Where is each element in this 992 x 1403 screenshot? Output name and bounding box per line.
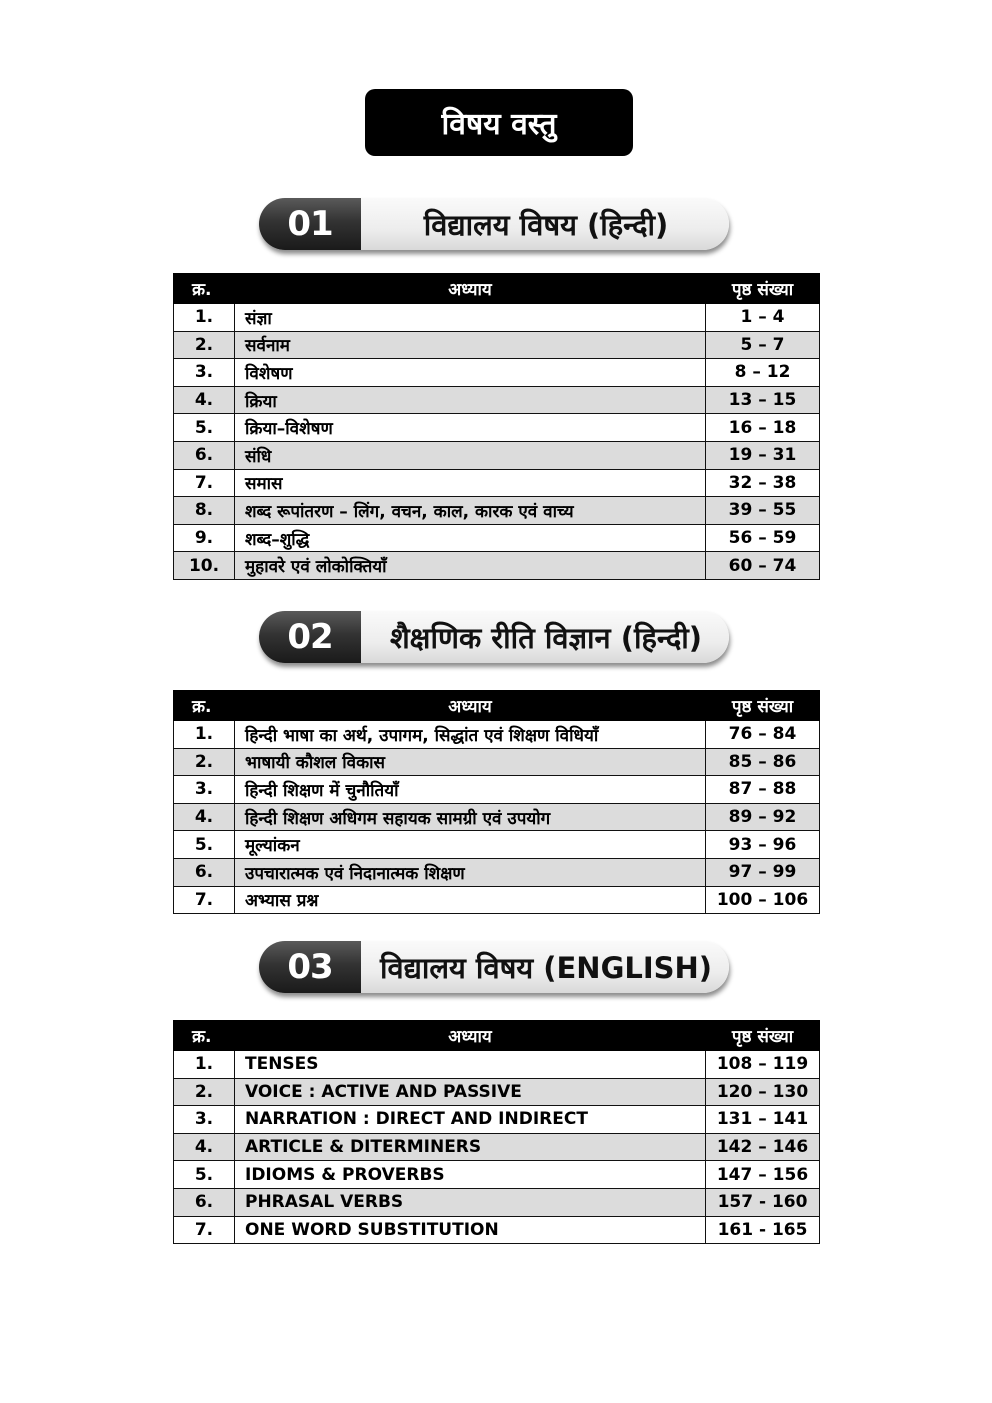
- row-serial: 1.: [174, 304, 235, 332]
- row-serial: 6.: [174, 441, 235, 469]
- toc-table-section-02: [173, 690, 820, 914]
- table-row: [174, 748, 820, 776]
- header-serial: क्र.: [174, 274, 235, 304]
- row-page-range: 157 - 160: [706, 1188, 820, 1216]
- row-page-range: 56 – 59: [706, 524, 820, 552]
- table-row: [174, 386, 820, 414]
- table-row: [174, 524, 820, 552]
- row-page-range: 5 – 7: [706, 331, 820, 359]
- section-banner-01: [259, 198, 733, 254]
- section-banner-02: [259, 611, 733, 667]
- row-chapter-title: मुहावरे एवं लोकोक्तियाँ: [235, 552, 706, 580]
- row-serial: 2.: [174, 331, 235, 359]
- row-chapter-title: ONE WORD SUBSTITUTION: [235, 1216, 706, 1244]
- section-title: शैक्षणिक रीति विज्ञान (हिन्दी): [389, 620, 703, 655]
- row-page-range: 13 – 15: [706, 386, 820, 414]
- row-chapter-title: संज्ञा: [235, 304, 706, 332]
- table-row: [174, 721, 820, 749]
- table-row: [174, 331, 820, 359]
- section-title: विद्यालय विषय (हिन्दी): [423, 207, 669, 242]
- row-page-range: 19 – 31: [706, 441, 820, 469]
- row-serial: 3.: [174, 1106, 235, 1134]
- table-header-row: [174, 1021, 820, 1051]
- row-chapter-title: IDIOMS & PROVERBS: [235, 1161, 706, 1189]
- row-serial: 4.: [174, 1133, 235, 1161]
- row-serial: 7.: [174, 886, 235, 914]
- table-row: [174, 359, 820, 387]
- table-row: [174, 497, 820, 525]
- row-page-range: 142 – 146: [706, 1133, 820, 1161]
- header-pages: पृष्ठ संख्या: [706, 1021, 820, 1051]
- row-page-range: 76 – 84: [706, 721, 820, 749]
- section-title: विद्यालय विषय (ENGLISH): [379, 950, 713, 985]
- row-chapter-title: हिन्दी भाषा का अर्थ, उपागम, सिद्धांत एवं शिक्षण विधियाँ: [235, 721, 706, 749]
- row-page-range: 1 – 4: [706, 304, 820, 332]
- row-chapter-title: VOICE : ACTIVE AND PASSIVE: [235, 1078, 706, 1106]
- header-chapter: अध्याय: [235, 1021, 706, 1051]
- page-title-text: विषय वस्तु: [441, 107, 557, 142]
- table-row: [174, 1161, 820, 1189]
- row-chapter-title: हिन्दी शिक्षण में चुनौतियाँ: [235, 776, 706, 804]
- row-serial: 3.: [174, 776, 235, 804]
- row-serial: 4.: [174, 386, 235, 414]
- table-row: [174, 858, 820, 886]
- row-serial: 8.: [174, 497, 235, 525]
- row-page-range: 85 – 86: [706, 748, 820, 776]
- row-page-range: 60 – 74: [706, 552, 820, 580]
- section-number: 03: [259, 941, 361, 993]
- row-chapter-title: ARTICLE & DITERMINERS: [235, 1133, 706, 1161]
- table-header-row: [174, 274, 820, 304]
- row-chapter-title: उपचारात्मक एवं निदानात्मक शिक्षण: [235, 858, 706, 886]
- table-row: [174, 886, 820, 914]
- row-chapter-title: विशेषण: [235, 359, 706, 387]
- row-page-range: 93 – 96: [706, 831, 820, 859]
- row-page-range: 108 – 119: [706, 1051, 820, 1079]
- row-page-range: 147 – 156: [706, 1161, 820, 1189]
- row-chapter-title: NARRATION : DIRECT AND INDIRECT: [235, 1106, 706, 1134]
- row-chapter-title: शब्द रूपांतरण – लिंग, वचन, काल, कारक एवं वाच्य: [235, 497, 706, 525]
- row-chapter-title: अभ्यास प्रश्न: [235, 886, 706, 914]
- row-page-range: 89 – 92: [706, 803, 820, 831]
- table-row: [174, 803, 820, 831]
- row-serial: 9.: [174, 524, 235, 552]
- table-row: [174, 776, 820, 804]
- row-serial: 6.: [174, 1188, 235, 1216]
- header-serial: क्र.: [174, 691, 235, 721]
- table-row: [174, 1216, 820, 1244]
- row-serial: 2.: [174, 1078, 235, 1106]
- row-serial: 7.: [174, 469, 235, 497]
- row-page-range: 131 – 141: [706, 1106, 820, 1134]
- row-serial: 5.: [174, 414, 235, 442]
- table-row: [174, 1106, 820, 1134]
- row-page-range: 120 – 130: [706, 1078, 820, 1106]
- row-page-range: 87 – 88: [706, 776, 820, 804]
- row-serial: 2.: [174, 748, 235, 776]
- row-chapter-title: हिन्दी शिक्षण अधिगम सहायक सामग्री एवं उपयोग: [235, 803, 706, 831]
- table-header-row: [174, 691, 820, 721]
- section-number: 01: [259, 198, 361, 250]
- row-serial: 10.: [174, 552, 235, 580]
- row-chapter-title: समास: [235, 469, 706, 497]
- row-serial: 5.: [174, 1161, 235, 1189]
- row-serial: 1.: [174, 721, 235, 749]
- row-page-range: 97 – 99: [706, 858, 820, 886]
- row-chapter-title: TENSES: [235, 1051, 706, 1079]
- page-title: [365, 89, 633, 156]
- row-page-range: 16 – 18: [706, 414, 820, 442]
- table-row: [174, 1078, 820, 1106]
- row-chapter-title: संधि: [235, 441, 706, 469]
- row-chapter-title: भाषायी कौशल विकास: [235, 748, 706, 776]
- row-chapter-title: मूल्यांकन: [235, 831, 706, 859]
- row-page-range: 100 – 106: [706, 886, 820, 914]
- table-row: [174, 414, 820, 442]
- header-pages: पृष्ठ संख्या: [706, 274, 820, 304]
- row-page-range: 39 – 55: [706, 497, 820, 525]
- toc-table-section-01: [173, 273, 820, 580]
- row-serial: 4.: [174, 803, 235, 831]
- row-chapter-title: क्रिया: [235, 386, 706, 414]
- row-serial: 3.: [174, 359, 235, 387]
- table-row: [174, 552, 820, 580]
- row-chapter-title: PHRASAL VERBS: [235, 1188, 706, 1216]
- section-number: 02: [259, 611, 361, 663]
- table-row: [174, 1051, 820, 1079]
- row-chapter-title: सर्वनाम: [235, 331, 706, 359]
- row-chapter-title: क्रिया–विशेषण: [235, 414, 706, 442]
- row-serial: 6.: [174, 858, 235, 886]
- row-serial: 7.: [174, 1216, 235, 1244]
- table-row: [174, 831, 820, 859]
- header-chapter: अध्याय: [235, 691, 706, 721]
- table-row: [174, 469, 820, 497]
- row-page-range: 8 – 12: [706, 359, 820, 387]
- header-serial: क्र.: [174, 1021, 235, 1051]
- table-row: [174, 304, 820, 332]
- section-banner-03: [259, 941, 733, 997]
- table-row: [174, 1133, 820, 1161]
- table-row: [174, 1188, 820, 1216]
- row-page-range: 32 – 38: [706, 469, 820, 497]
- row-page-range: 161 - 165: [706, 1216, 820, 1244]
- row-serial: 5.: [174, 831, 235, 859]
- row-chapter-title: शब्द–शुद्धि: [235, 524, 706, 552]
- toc-table-section-03: [173, 1020, 820, 1244]
- header-pages: पृष्ठ संख्या: [706, 691, 820, 721]
- row-serial: 1.: [174, 1051, 235, 1079]
- table-row: [174, 441, 820, 469]
- header-chapter: अध्याय: [235, 274, 706, 304]
